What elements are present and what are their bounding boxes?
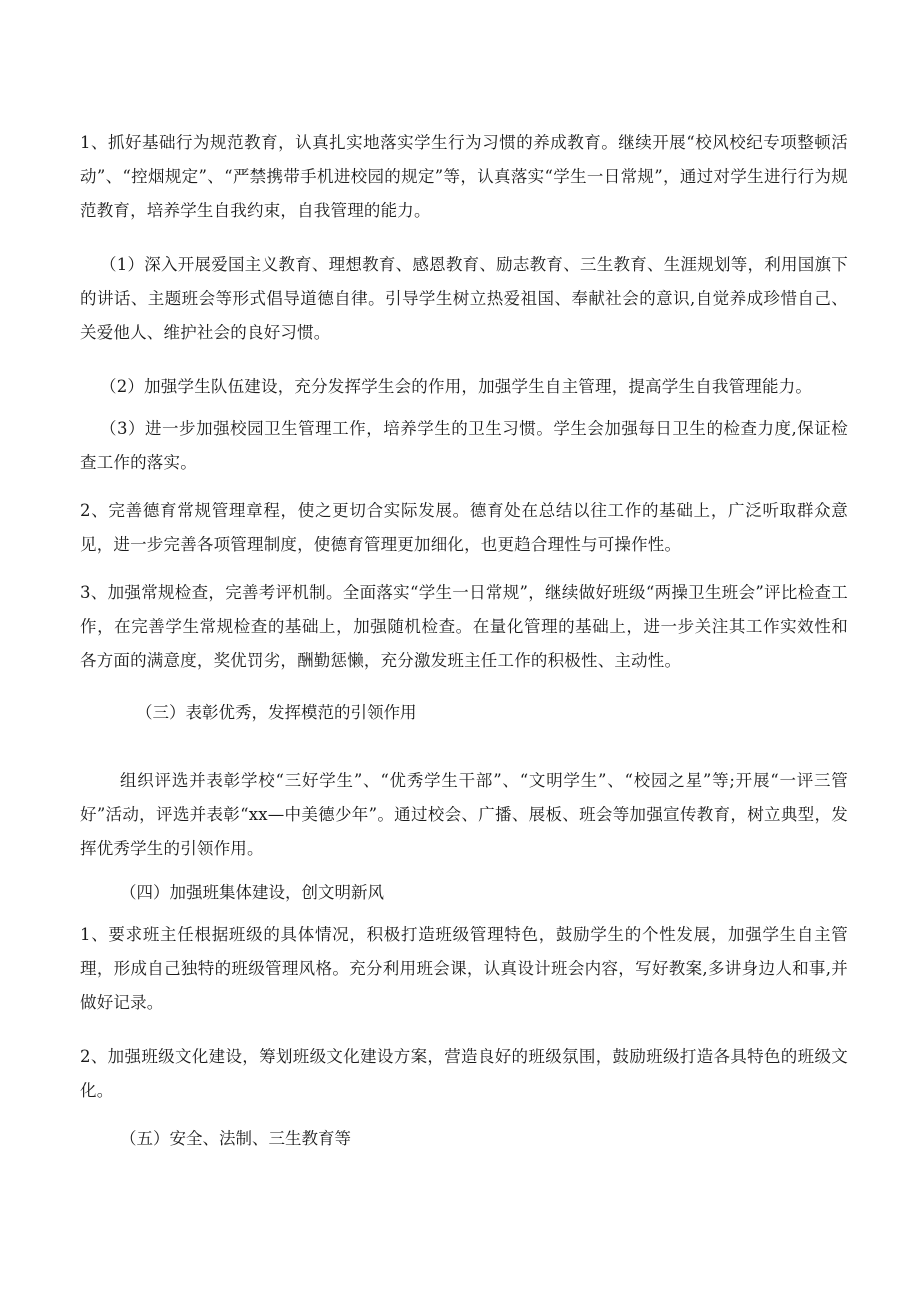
paragraph-moral-regulations: 2、完善德育常规管理章程，使之更切合实际发展。德育处在总结以往工作的基础上，广泛听取群众意见，进一步完善各项管理制度，使德育管理更加细化，也更趋合理性与可操作性。 <box>80 501 848 554</box>
paragraph-patriotic-education: （1）深入开展爱国主义教育、理想教育、感恩教育、励志教育、三生教育、生涯规划等，利用国旗下的讲话、主题班会等形式倡导道德自律。引导学生树立热爱祖国、奉献社会的意识,自觉养成珍惜自己、关爱他人、维护社会的良好习惯。 <box>80 255 848 342</box>
section-heading-commendation: （三）表彰优秀，发挥模范的引领作用 <box>136 703 417 722</box>
section-heading-class-building: （四）加强班集体建设，创文明新风 <box>120 883 384 902</box>
paragraph-routine-inspection: 3、加强常规检查，完善考评机制。全面落实“学生一日常规”，继续做好班级“两操卫生班会”评比检查工作，在完善学生常规检查的基础上，加强随机检查。在量化管理的基础上，进一步关注其工作实效性和各方面的满意度，奖优罚劣，酬勤惩懒，充分激发班主任工作的积极性、主动性。 <box>80 583 848 670</box>
paragraph-hygiene-management: （3）进一步加强校园卫生管理工作，培养学生的卫生习惯。学生会加强每日卫生的检查力度,保证检查工作的落实。 <box>80 419 848 472</box>
paragraph-class-management: 1、要求班主任根据班级的具体情况，积极打造班级管理特色，鼓励学生的个性发展，加强学生自主管理，形成自己独特的班级管理风格。充分利用班会课，认真设计班会内容，写好教案,多讲身边人和事,并做好记录。 <box>80 925 848 1012</box>
paragraph-commendation-details: 组织评选并表彰学校“三好学生”、“优秀学生干部”、“文明学生”、“校园之星”等;开展“一评三管好”活动，评选并表彰“xx—中美德少年”。通过校会、广播、展板、班会等加强宣传教育，树立典型，发挥优秀学生的引领作用。 <box>80 771 848 858</box>
section-heading-safety-education: （五）安全、法制、三生教育等 <box>120 1129 351 1148</box>
paragraph-student-team: （2）加强学生队伍建设，充分发挥学生会的作用，加强学生自主管理，提高学生自我管理能力。 <box>100 377 813 396</box>
paragraph-behavior-norms: 1、抓好基础行为规范教育，认真扎实地落实学生行为习惯的养成教育。继续开展“校风校纪专项整顿活动”、“控烟规定”、“严禁携带手机进校园的规定”等，认真落实“学生一日常规”，通过对学生进行行为规范教育，培养学生自我约束，自我管理的能力。 <box>80 133 848 220</box>
paragraph-class-culture: 2、加强班级文化建设，筹划班级文化建设方案，营造良好的班级氛围，鼓励班级打造各具特色的班级文化。 <box>80 1047 848 1100</box>
